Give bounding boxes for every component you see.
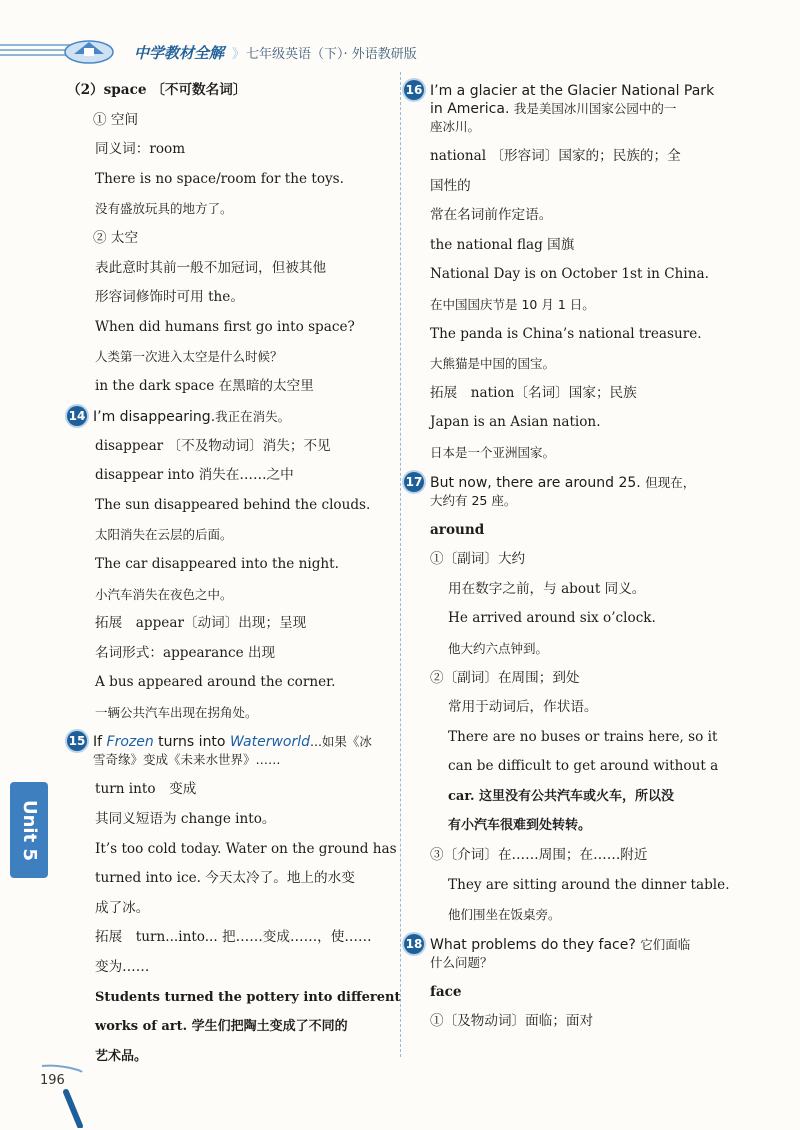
text-line: 表此意时其前一般不加冠词，但被其他 <box>95 259 327 276</box>
text-line: National Day is on October 1st in China. <box>430 266 709 283</box>
page-number: 196 <box>40 1073 65 1088</box>
text-line: 常用于动词后，作状语。 <box>448 699 598 716</box>
text-line: 名词形式：appearance 出现 <box>95 644 276 661</box>
text-line: There is no space/room for the toys. <box>95 170 344 187</box>
text-line: The car disappeared into the night. <box>95 555 339 572</box>
note-16 <box>404 76 720 142</box>
text-line: can be difficult to get around without a <box>448 758 719 775</box>
header-arrow: 》 <box>232 47 246 62</box>
text-line: 人类第一次进入太空是什么时候？ <box>95 349 283 365</box>
right-column <box>404 76 730 1037</box>
text-line: car. 这里没有公共汽车或火车，所以没 <box>448 788 675 804</box>
text-line: turned into ice. 今天太冷了。地上的水变 <box>95 870 355 887</box>
text-line: 拓展 turn...into... 把……变成……，使…… <box>95 929 372 946</box>
text-line: ②〔副词〕在周围；到处 <box>430 669 580 686</box>
text-line: 艺术品。 <box>95 1048 148 1064</box>
text-line: 日本是一个亚洲国家。 <box>430 444 556 460</box>
text-line: （2）space 〔不可数名词〕 <box>67 82 247 98</box>
text-line: The panda is China’s national treasure. <box>430 325 702 342</box>
text-line: 其同义短语为 change into。 <box>95 811 276 828</box>
text-line: 有小汽车很难到处转转。 <box>448 818 592 834</box>
text-line: ①〔及物动词〕面临；面对 <box>430 1013 594 1030</box>
around-entry <box>404 516 730 930</box>
national-entry <box>404 142 720 468</box>
text-line: 形容词修饰时可用 the。 <box>95 289 244 306</box>
text-line: 国性的 <box>430 177 471 194</box>
text-line: The sun disappeared behind the clouds. <box>95 496 371 513</box>
text-line: 常在名词前作定语。 <box>430 207 553 224</box>
text-line: the national flag 国旗 <box>430 236 575 253</box>
note-14-sentence: I’m disappearing.我正在消失。 <box>93 408 291 425</box>
text-line: 他们围坐在饭桌旁。 <box>448 907 561 923</box>
left-column <box>67 76 401 1071</box>
text-line: 用在数字之前，与 about 同义。 <box>448 580 646 597</box>
text-line: 大熊猫是中国的国宝。 <box>430 356 556 372</box>
text-line: 成了冰。 <box>95 899 150 916</box>
text-line: When did humans first go into space? <box>95 318 355 335</box>
note-14 <box>67 402 382 432</box>
page-header <box>0 0 800 68</box>
text-line: ① 空间 <box>93 111 139 128</box>
text-line: ①〔副词〕大约 <box>430 551 526 568</box>
text-line: 太阳消失在云层的后面。 <box>95 527 233 543</box>
text-line: ③〔介词〕在……周围；在……附近 <box>430 847 648 864</box>
text-line: 同义词：room <box>95 141 186 158</box>
item-number-badge: 16 <box>404 80 424 100</box>
text-line: national 〔形容词〕国家的；民族的；全 <box>430 148 681 164</box>
disappear-entry <box>67 432 382 728</box>
note-17-sentence: But now, there are around 25. 但现在， 大约有 25 座。 <box>430 474 696 508</box>
text-line: in the dark space 在黑暗的太空里 <box>95 377 314 394</box>
text-line: 变为…… <box>95 959 150 976</box>
note-15-sentence: If Frozen turns into Waterworld...如果《冰 雪奇缘》变成《未来水世界》…… <box>93 734 372 768</box>
item-number-badge: 18 <box>404 934 424 954</box>
text-line: around <box>430 521 485 538</box>
note-18-sentence: What problems do they face? 它们面临 什么问题？ <box>430 936 691 970</box>
text-line: Students turned the pottery into different <box>95 989 401 1005</box>
text-line: 没有盛放玩具的地方了。 <box>95 201 233 217</box>
item-number-badge: 14 <box>67 406 87 426</box>
column-divider <box>400 72 401 1057</box>
text-line: Japan is an Asian nation. <box>430 414 601 431</box>
text-line: ② 太空 <box>93 229 139 246</box>
page-corner-swoosh-icon <box>40 1062 84 1128</box>
unit-side-tab: Unit 5 <box>10 782 48 878</box>
turn-into-entry <box>67 775 401 1071</box>
text-line: disappear into 消失在……之中 <box>95 467 294 484</box>
text-line: 一辆公共汽车出现在拐角处。 <box>95 704 258 720</box>
face-entry <box>404 978 720 1037</box>
text-line: A bus appeared around the corner. <box>95 674 336 691</box>
note-17 <box>404 468 720 516</box>
text-line: 拓展 appear〔动词〕出现；呈现 <box>95 615 307 632</box>
text-line: 拓展 nation〔名词〕国家；民族 <box>430 384 637 401</box>
text-line: works of art. 学生们把陶土变成了不同的 <box>95 1019 348 1035</box>
text-line: There are no buses or trains here, so it <box>448 728 718 745</box>
text-line: 他大约六点钟到。 <box>448 640 549 656</box>
text-line: turn into 变成 <box>95 781 197 798</box>
note-16-sentence: I’m a glacier at the Glacier National Park in America. 我是美国冰川国家公园中的一 座冰川。 <box>430 83 715 134</box>
series-title: 中学教材全解 <box>134 44 225 62</box>
item-number-badge: 15 <box>67 731 87 751</box>
text-line: They are sitting around the dinner table. <box>448 876 730 893</box>
note-15 <box>67 727 382 775</box>
header-stripes <box>0 44 70 62</box>
text-line: face <box>430 983 462 1000</box>
space-entry <box>67 76 382 402</box>
text-line: disappear 〔不及物动词〕消失；不见 <box>95 437 331 454</box>
book-title: 七年级英语（下）· 外语教研版 <box>246 47 417 62</box>
item-number-badge: 17 <box>404 472 424 492</box>
text-line: It’s too cold today. Water on the ground has <box>95 840 397 857</box>
text-line: 小汽车消失在夜色之中。 <box>95 586 233 602</box>
note-18 <box>404 930 720 978</box>
text-line: 在中国国庆节是 10 月 1 日。 <box>430 296 595 312</box>
book-logo-icon <box>62 34 116 64</box>
text-line: He arrived around six o’clock. <box>448 610 656 627</box>
